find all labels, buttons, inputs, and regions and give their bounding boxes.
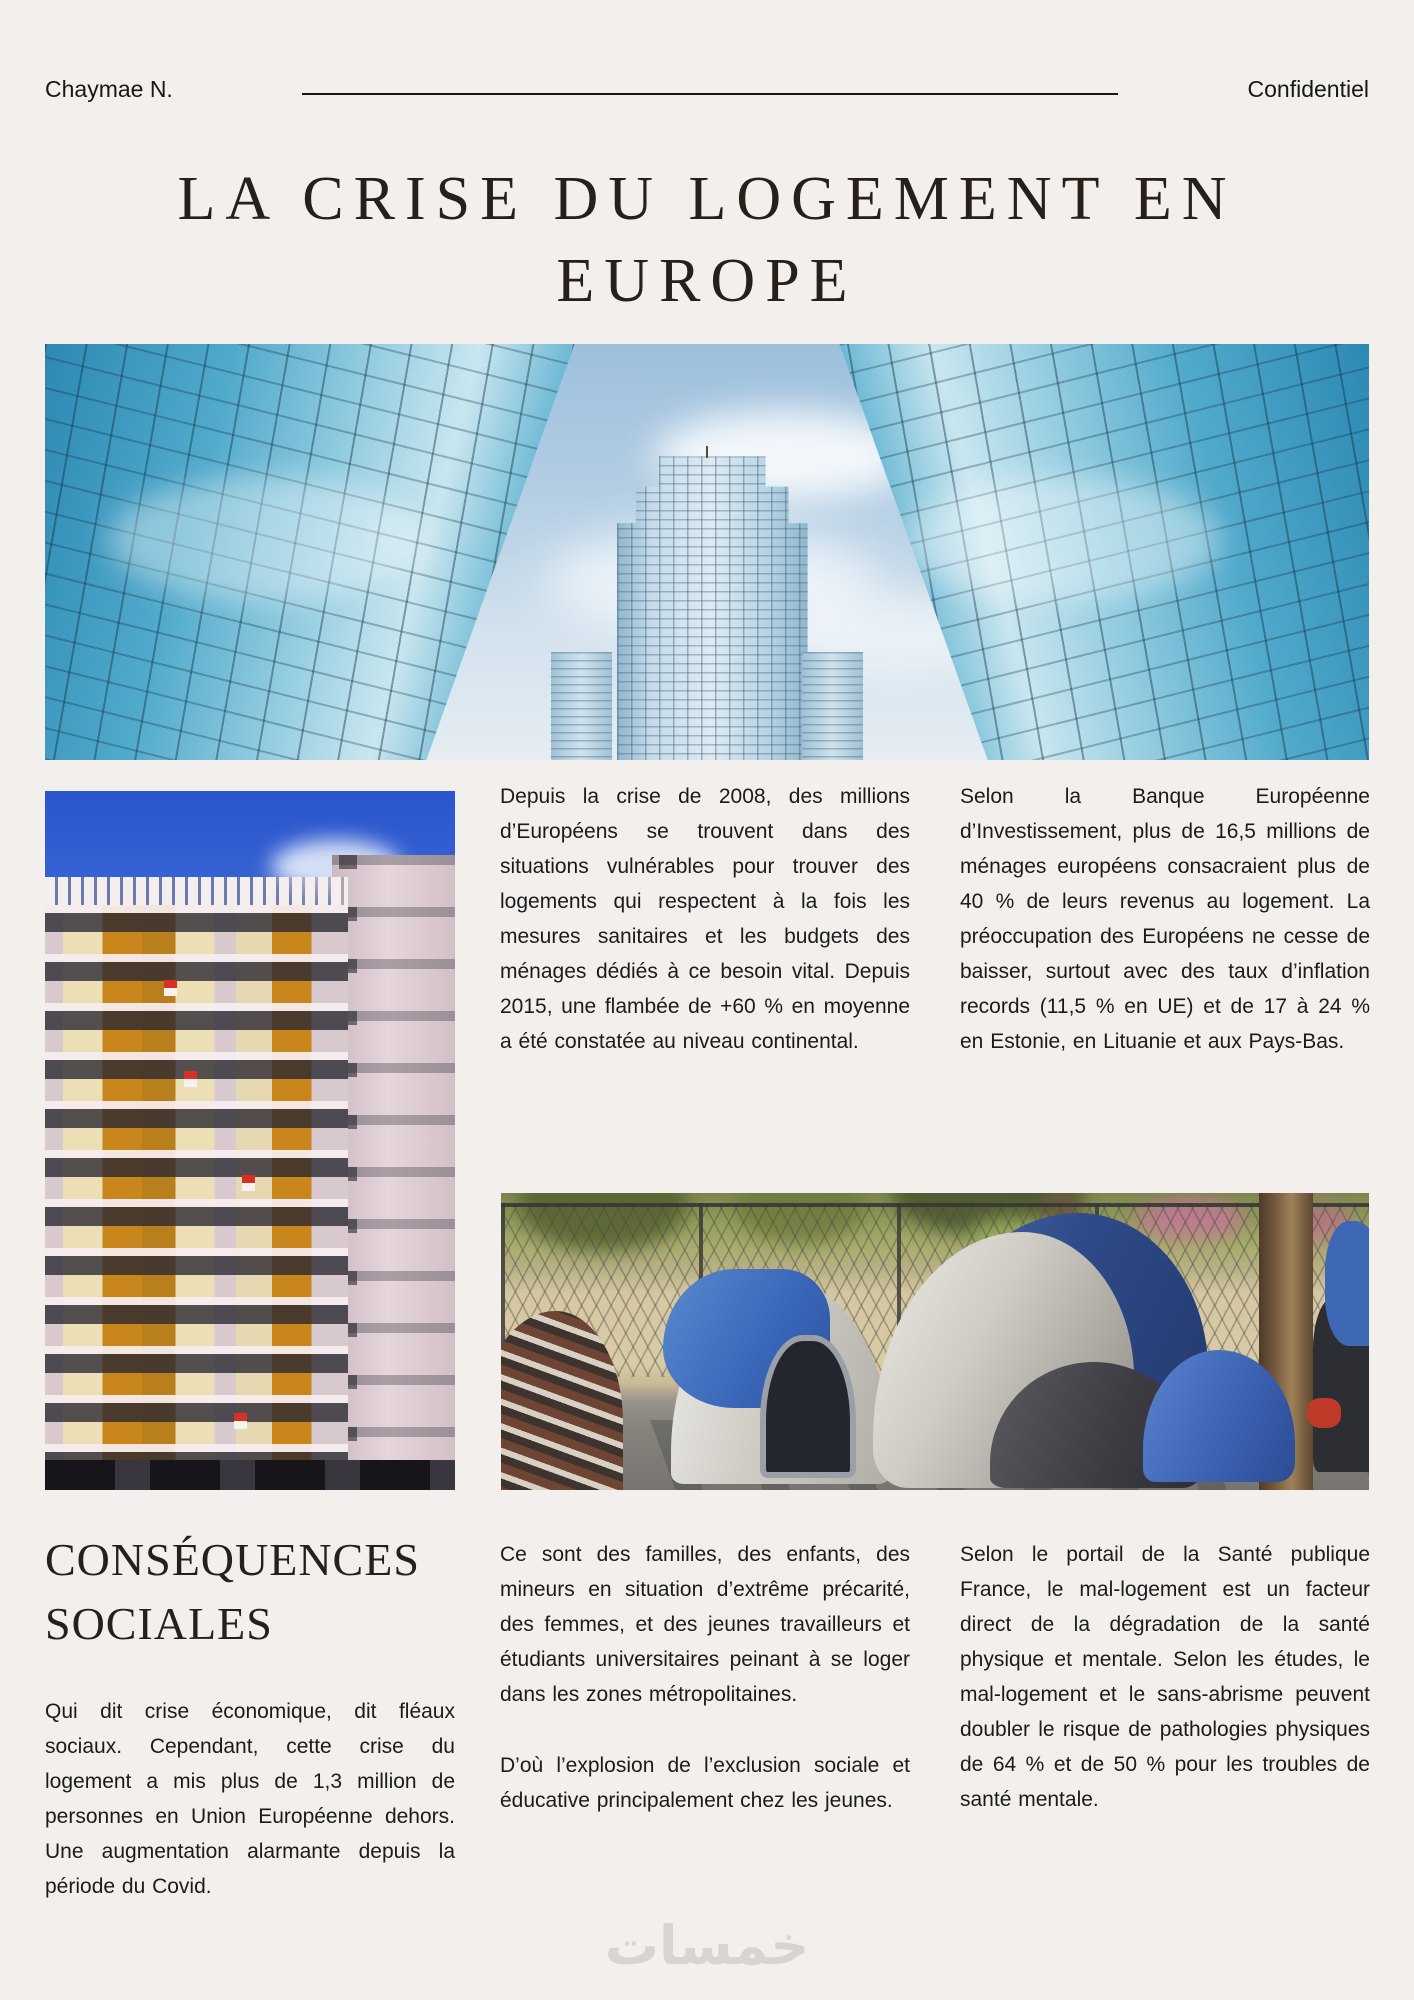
left-tower-shape	[45, 344, 575, 760]
antenna-shape	[706, 446, 708, 458]
blue-tarp-shape	[1325, 1221, 1369, 1346]
section-heading-line2: SOCIALES	[45, 1598, 273, 1649]
header-divider	[302, 93, 1118, 95]
red-bag-shape	[1307, 1398, 1341, 1428]
health-paragraph: Selon le portail de la Santé publique France, le mal-logement est un facteur direct de la dégradation de la santé physique et mentale. Selon les études, le mal-logement et le sans-abrisme peuvent doubler le risque de pathologies physiques de 64 % et de 50 % pour les troubles de santé mentale.	[960, 1543, 1370, 1811]
small-dome-tent-shape	[671, 1279, 891, 1484]
hero-skyscrapers-image	[45, 344, 1369, 760]
tent-door-shape	[760, 1335, 856, 1478]
health-column	[960, 1537, 1370, 1817]
intro-paragraph-column	[500, 779, 910, 1059]
bank-paragraph-column	[960, 779, 1370, 1059]
bank-paragraph: Selon la Banque Européenne d’Investissement, plus de 16,5 millions de ménages européens consacraient plus de 40 % de leurs revenus au logement. La préoccupation des Européens ne cesse de baisser, surtout avec des taux d’inflation records (11,5 % en UE) et de 17 à 24 % en Estonie, en Lituanie et aux Pays-Bas.	[960, 785, 1370, 1053]
page-title-line1: LA CRISE DU LOGEMENT EN	[177, 165, 1237, 233]
pink-tower-shape	[332, 855, 455, 1462]
header-author: Chaymae N.	[45, 76, 173, 102]
glass-reflection	[903, 477, 1221, 602]
page-title	[0, 158, 1414, 322]
right-tower-shape	[839, 344, 1369, 760]
families-column	[500, 1537, 910, 1818]
flag-shape	[164, 980, 177, 996]
section-heading-line1: CONSÉQUENCES	[45, 1534, 420, 1585]
flag-shape	[234, 1413, 247, 1429]
small-tower-shape	[551, 652, 612, 760]
facade-shape	[45, 905, 348, 1462]
khamsat-watermark: خمسات	[604, 1914, 810, 1977]
social-consequences-column	[45, 1694, 455, 1904]
intro-paragraph: Depuis la crise de 2008, des millions d’Européens se trouvent dans des situations vulnérables pour trouver des logements qui respectent à la fois les mesures sanitaires et les budgets des ménages dédiés à ce besoin vital. Depuis 2015, une flambée de +60 % en moyenne a été constatée au niveau continental.	[500, 785, 910, 1053]
section-heading	[45, 1528, 465, 1656]
families-paragraph: Ce sont des familles, des enfants, des mineurs en situation d’extrême précarité, des femmes, et des jeunes travailleurs et étudiants universitaires peinant à se loger dans les zones métropolitaines.	[500, 1543, 910, 1706]
center-tower-shape	[617, 456, 808, 760]
exclusion-paragraph: D’où l’explosion de l’exclusion sociale et éducative principalement chez les jeunes.	[500, 1754, 910, 1812]
glass-reflection	[109, 477, 427, 602]
building-base-shape	[45, 1460, 455, 1490]
flag-shape	[242, 1175, 255, 1191]
page-title-line2: EUROPE	[556, 247, 858, 315]
roof-parapet-shape	[45, 877, 348, 905]
header-confidential-label: Confidentiel	[1247, 76, 1369, 102]
tent-encampment-image	[501, 1193, 1369, 1490]
small-tower-shape	[802, 652, 863, 760]
social-consequences-paragraph: Qui dit crise économique, dit fléaux sociaux. Cependant, cette crise du logement a mis plus de 1,3 million de personnes en Union Européenne dehors. Une augmentation alarmante depuis la période du Covid.	[45, 1700, 455, 1898]
apartment-building-image	[45, 791, 455, 1490]
flag-shape	[184, 1071, 197, 1087]
